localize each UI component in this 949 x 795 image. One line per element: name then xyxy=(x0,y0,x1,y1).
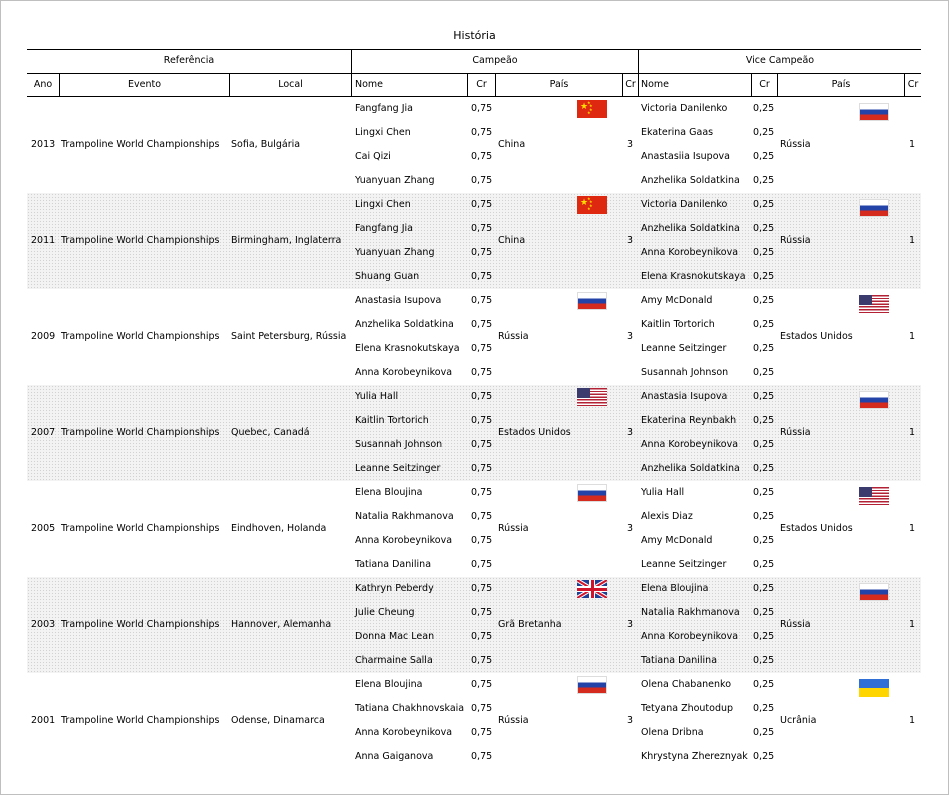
russia-flag-icon xyxy=(859,103,889,121)
champion-athlete-cr: 0,75 xyxy=(471,247,493,258)
vice-athlete-cr: 0,25 xyxy=(753,703,775,714)
champion-athlete-name: Anzhelika Soldatkina xyxy=(355,319,454,330)
champion-cr-total: 3 xyxy=(626,523,633,534)
champion-athlete-cr: 0,75 xyxy=(471,439,493,450)
vice-cr-total: 1 xyxy=(908,523,915,534)
group-header-campeao: Campeão xyxy=(472,55,518,66)
champion-athlete-name: Kathryn Peberdy xyxy=(355,583,434,594)
china-flag-icon: ★ ★ ★ ★ ★ xyxy=(577,100,607,118)
vice-athlete-name: Leanne Seitzinger xyxy=(641,559,727,570)
col-header-pais-vice: País xyxy=(831,79,851,90)
champion-athlete-cr: 0,75 xyxy=(471,655,493,666)
col-header-evento: Evento xyxy=(127,79,162,90)
champion-pais: Rússia xyxy=(498,331,529,342)
champion-athlete-name: Tatiana Danilina xyxy=(355,559,432,570)
header-bottom-border xyxy=(27,96,921,97)
row-local: Birmingham, Inglaterra xyxy=(231,235,342,246)
champion-athlete-cr: 0,75 xyxy=(471,199,493,210)
vice-athlete-name: Susannah Johnson xyxy=(641,367,729,378)
vice-athlete-cr: 0,25 xyxy=(753,583,775,594)
vice-cr-total: 1 xyxy=(908,331,915,342)
champion-athlete-cr: 0,75 xyxy=(471,631,493,642)
row-local: Odense, Dinamarca xyxy=(231,715,325,726)
vice-athlete-name: Anna Korobeynikova xyxy=(641,247,739,258)
col-header-nome-vice: Nome xyxy=(641,79,670,90)
champion-athlete-name: Charmaine Salla xyxy=(355,655,433,666)
vice-athlete-cr: 0,25 xyxy=(753,559,775,570)
vice-athlete-cr: 0,25 xyxy=(753,391,775,402)
vice-athlete-name: Natalia Rakhmanova xyxy=(641,607,740,618)
row-evento: Trampoline World Championships xyxy=(61,139,220,150)
vice-athlete-cr: 0,25 xyxy=(753,655,775,666)
champion-athlete-name: Julie Cheung xyxy=(355,607,415,618)
vice-athlete-name: Anzhelika Soldatkina xyxy=(641,463,740,474)
vice-athlete-cr: 0,25 xyxy=(753,223,775,234)
champion-athlete-cr: 0,75 xyxy=(471,559,493,570)
vice-cr-total: 1 xyxy=(908,235,915,246)
russia-flag-icon xyxy=(577,292,607,310)
champion-athlete-name: Susannah Johnson xyxy=(355,439,443,450)
vice-athlete-cr: 0,25 xyxy=(753,319,775,330)
vice-athlete-name: Olena Chabanenko xyxy=(641,679,732,690)
vice-athlete-cr: 0,25 xyxy=(753,199,775,210)
champion-athlete-name: Elena Bloujina xyxy=(355,487,423,498)
usa-flag-icon xyxy=(577,388,607,406)
champion-athlete-name: Tatiana Chakhnovskaia xyxy=(355,703,465,714)
champion-pais: Grã Bretanha xyxy=(498,619,562,630)
vice-athlete-cr: 0,25 xyxy=(753,631,775,642)
champion-athlete-cr: 0,75 xyxy=(471,703,493,714)
vice-athlete-cr: 0,25 xyxy=(753,151,775,162)
row-evento: Trampoline World Championships xyxy=(61,235,220,246)
vice-athlete-name: Olena Dribna xyxy=(641,727,704,738)
russia-flag-icon xyxy=(859,391,889,409)
vice-athlete-name: Alexis Diaz xyxy=(641,511,693,522)
row-local: Saint Petersburg, Rússia xyxy=(231,331,347,342)
champion-athlete-name: Yuanyuan Zhang xyxy=(355,247,435,258)
champion-athlete-name: Lingxi Chen xyxy=(355,199,411,210)
vice-athlete-name: Elena Krasnokutskaya xyxy=(641,271,746,282)
row-ano: 2009 xyxy=(31,331,56,342)
vice-athlete-cr: 0,25 xyxy=(753,511,775,522)
china-flag-icon: ★ ★ ★ ★ ★ xyxy=(577,196,607,214)
vice-athlete-cr: 0,25 xyxy=(753,175,775,186)
champion-cr-total: 3 xyxy=(626,235,633,246)
champion-athlete-cr: 0,75 xyxy=(471,127,493,138)
champion-pais: Estados Unidos xyxy=(498,427,571,438)
row-ano: 2007 xyxy=(31,427,56,438)
vice-athlete-name: Tetyana Zhoutodup xyxy=(641,703,734,714)
champion-cr-total: 3 xyxy=(626,427,633,438)
champion-athlete-cr: 0,75 xyxy=(471,751,493,762)
vice-athlete-cr: 0,25 xyxy=(753,535,775,546)
usa-flag-icon xyxy=(859,295,889,313)
champion-athlete-name: Leanne Seitzinger xyxy=(355,463,441,474)
vice-athlete-name: Victoria Danilenko xyxy=(641,199,728,210)
vice-pais: Estados Unidos xyxy=(780,331,853,342)
row-local: Quebec, Canadá xyxy=(231,427,310,438)
champion-athlete-cr: 0,75 xyxy=(471,103,493,114)
champion-pais: Rússia xyxy=(498,523,529,534)
champion-athlete-cr: 0,75 xyxy=(471,223,493,234)
vice-athlete-name: Amy McDonald xyxy=(641,535,713,546)
champion-athlete-name: Donna Mac Lean xyxy=(355,631,435,642)
champion-cr-total: 3 xyxy=(626,331,633,342)
champion-athlete-name: Anna Gaiganova xyxy=(355,751,434,762)
vice-athlete-name: Anna Korobeynikova xyxy=(641,439,739,450)
vice-pais: Rússia xyxy=(780,235,811,246)
vice-athlete-name: Anzhelika Soldatkina xyxy=(641,175,740,186)
row-ano: 2005 xyxy=(31,523,56,534)
vice-pais: Estados Unidos xyxy=(780,523,853,534)
vice-pais: Rússia xyxy=(780,427,811,438)
vice-athlete-cr: 0,25 xyxy=(753,343,775,354)
row-local: Sofia, Bulgária xyxy=(231,139,301,150)
champion-athlete-name: Cai Qizi xyxy=(355,151,391,162)
champion-athlete-cr: 0,75 xyxy=(471,391,493,402)
champion-cr-total: 3 xyxy=(626,715,633,726)
champion-athlete-cr: 0,75 xyxy=(471,727,493,738)
vice-athlete-name: Anzhelika Soldatkina xyxy=(641,223,740,234)
col-header-cr-total-vice: Cr xyxy=(907,79,919,90)
vice-athlete-name: Tatiana Danilina xyxy=(641,655,718,666)
champion-athlete-name: Anna Korobeynikova xyxy=(355,367,453,378)
vice-athlete-cr: 0,25 xyxy=(753,607,775,618)
col-header-cr-total: Cr xyxy=(625,79,636,90)
champion-pais: Rússia xyxy=(498,715,529,726)
row-ano: 2013 xyxy=(31,139,56,150)
champion-athlete-cr: 0,75 xyxy=(471,415,493,426)
row-local: Eindhoven, Holanda xyxy=(231,523,327,534)
champion-cr-total: 3 xyxy=(626,619,633,630)
usa-flag-canton xyxy=(859,487,872,497)
vice-athlete-cr: 0,25 xyxy=(753,487,775,498)
russia-flag-icon xyxy=(577,676,607,694)
col-header-nome: Nome xyxy=(355,79,384,90)
col-header-cr-vice: Cr xyxy=(759,79,770,90)
usa-flag-canton xyxy=(859,295,872,305)
page-title: História xyxy=(453,29,496,42)
row-local: Hannover, Alemanha xyxy=(231,619,332,630)
champion-pais: China xyxy=(498,139,526,150)
champion-athlete-cr: 0,75 xyxy=(471,487,493,498)
vice-athlete-name: Amy McDonald xyxy=(641,295,713,306)
vice-athlete-name: Leanne Seitzinger xyxy=(641,343,727,354)
champion-athlete-cr: 0,75 xyxy=(471,175,493,186)
vice-athlete-cr: 0,25 xyxy=(753,295,775,306)
ukraine-flag-icon xyxy=(859,679,889,697)
champion-athlete-name: Anastasia Isupova xyxy=(355,295,442,306)
col-header-ano: Ano xyxy=(33,79,53,90)
champion-athlete-cr: 0,75 xyxy=(471,679,493,690)
header-top-border xyxy=(27,49,921,50)
vice-athlete-cr: 0,25 xyxy=(753,727,775,738)
russia-flag-icon xyxy=(859,583,889,601)
champion-athlete-name: Natalia Rakhmanova xyxy=(355,511,454,522)
vice-athlete-cr: 0,25 xyxy=(753,679,775,690)
champion-athlete-name: Lingxi Chen xyxy=(355,127,411,138)
champion-athlete-name: Anna Korobeynikova xyxy=(355,727,453,738)
vice-athlete-cr: 0,25 xyxy=(753,247,775,258)
champion-athlete-cr: 0,75 xyxy=(471,343,493,354)
vice-athlete-name: Ekaterina Gaas xyxy=(641,127,714,138)
vice-athlete-cr: 0,25 xyxy=(753,463,775,474)
vice-athlete-cr: 0,25 xyxy=(753,439,775,450)
champion-athlete-name: Fangfang Jia xyxy=(355,223,413,234)
vice-athlete-name: Elena Bloujina xyxy=(641,583,709,594)
row-evento: Trampoline World Championships xyxy=(61,427,220,438)
champion-athlete-name: Yulia Hall xyxy=(355,391,399,402)
champion-athlete-cr: 0,75 xyxy=(471,271,493,282)
vice-athlete-name: Anastasia Isupova xyxy=(641,391,728,402)
champion-athlete-name: Yuanyuan Zhang xyxy=(355,175,435,186)
header-mid-border xyxy=(27,73,921,74)
group-header-vice: Vice Campeão xyxy=(745,55,815,66)
champion-athlete-cr: 0,75 xyxy=(471,535,493,546)
champion-athlete-name: Anna Korobeynikova xyxy=(355,535,453,546)
champion-athlete-cr: 0,75 xyxy=(471,583,493,594)
vice-cr-total: 1 xyxy=(908,715,915,726)
champion-cr-total: 3 xyxy=(626,139,633,150)
champion-athlete-cr: 0,75 xyxy=(471,463,493,474)
champion-athlete-cr: 0,75 xyxy=(471,319,493,330)
row-evento: Trampoline World Championships xyxy=(61,523,220,534)
usa-flag-icon xyxy=(859,487,889,505)
vice-athlete-name: Kaitlin Tortorich xyxy=(641,319,715,330)
vice-athlete-cr: 0,25 xyxy=(753,103,775,114)
usa-flag-canton xyxy=(577,388,590,398)
champion-athlete-name: Elena Krasnokutskaya xyxy=(355,343,460,354)
champion-athlete-cr: 0,75 xyxy=(471,511,493,522)
col-header-cr: Cr xyxy=(476,79,487,90)
champion-athlete-name: Elena Bloujina xyxy=(355,679,423,690)
vice-pais: Ucrânia xyxy=(780,715,817,726)
vice-athlete-name: Victoria Danilenko xyxy=(641,103,728,114)
row-ano: 2011 xyxy=(31,235,56,246)
vice-athlete-cr: 0,25 xyxy=(753,127,775,138)
vice-athlete-name: Ekaterina Reynbakh xyxy=(641,415,737,426)
vice-cr-total: 1 xyxy=(908,139,915,150)
row-evento: Trampoline World Championships xyxy=(61,331,220,342)
group-header-referencia: Referência xyxy=(163,55,215,66)
champion-athlete-name: Fangfang Jia xyxy=(355,103,413,114)
vice-athlete-name: Anastasiia Isupova xyxy=(641,151,730,162)
row-ano: 2001 xyxy=(31,715,56,726)
champion-athlete-cr: 0,75 xyxy=(471,607,493,618)
champion-athlete-cr: 0,75 xyxy=(471,367,493,378)
row-evento: Trampoline World Championships xyxy=(61,619,220,630)
vice-athlete-cr: 0,25 xyxy=(753,751,775,762)
vice-athlete-name: Khrystyna Zhereznyak xyxy=(641,751,748,762)
vice-pais: Rússia xyxy=(780,619,811,630)
uk-flag-icon xyxy=(577,580,607,598)
vice-athlete-cr: 0,25 xyxy=(753,367,775,378)
vice-cr-total: 1 xyxy=(908,619,915,630)
vice-athlete-cr: 0,25 xyxy=(753,271,775,282)
col-header-pais: País xyxy=(549,79,569,90)
champion-athlete-cr: 0,75 xyxy=(471,151,493,162)
vice-athlete-cr: 0,25 xyxy=(753,415,775,426)
champion-athlete-name: Shuang Guan xyxy=(355,271,420,282)
champion-athlete-cr: 0,75 xyxy=(471,295,493,306)
row-ano: 2003 xyxy=(31,619,56,630)
russia-flag-icon xyxy=(577,484,607,502)
col-header-local: Local xyxy=(278,79,303,90)
vice-pais: Rússia xyxy=(780,139,811,150)
champion-pais: China xyxy=(498,235,526,246)
vice-athlete-name: Yulia Hall xyxy=(641,487,685,498)
vice-athlete-name: Anna Korobeynikova xyxy=(641,631,739,642)
row-evento: Trampoline World Championships xyxy=(61,715,220,726)
russia-flag-icon xyxy=(859,199,889,217)
champion-athlete-name: Kaitlin Tortorich xyxy=(355,415,429,426)
vice-cr-total: 1 xyxy=(908,427,915,438)
